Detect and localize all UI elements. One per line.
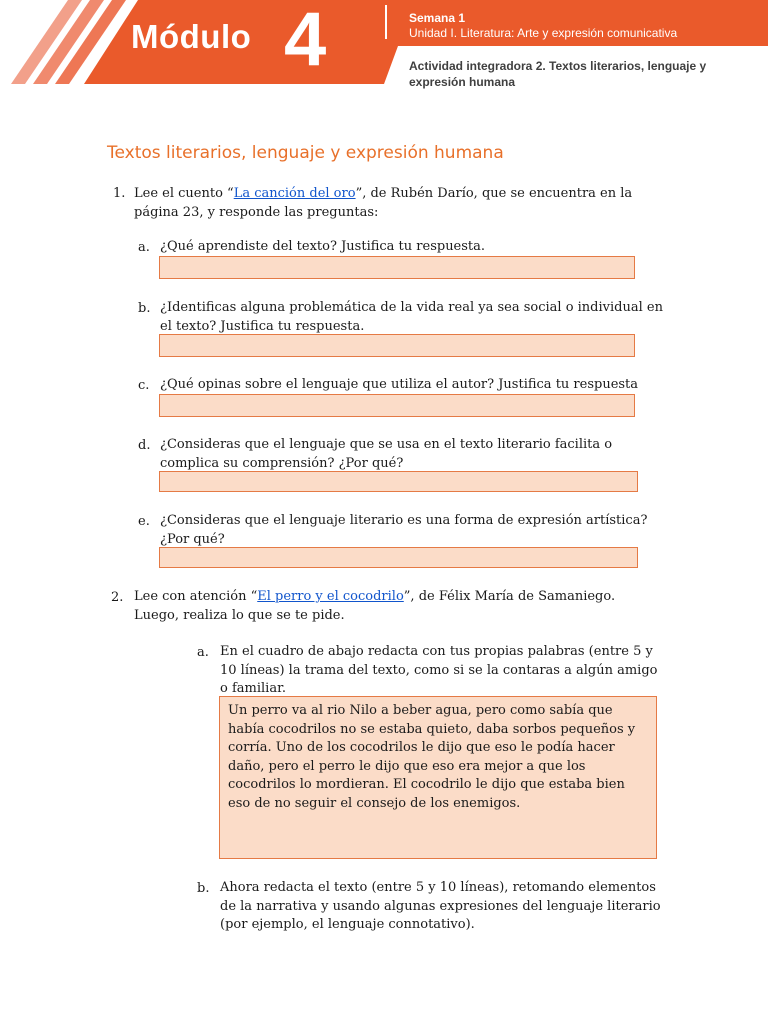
q1e-letter: e. — [138, 514, 150, 529]
q1d-letter: d. — [138, 438, 151, 453]
activity-title: Actividad integradora 2. Textos literarios, lenguaje y expresión humana — [409, 59, 707, 89]
q1c-answer-field[interactable] — [159, 394, 635, 417]
q1c-letter: c. — [138, 378, 150, 393]
page-title: Textos literarios, lenguaje y expresión humana — [107, 143, 504, 163]
q1c-question: ¿Qué opinas sobre el lenguaje que utiliza el autor? Justifica tu respuesta — [160, 377, 639, 392]
header-divider — [385, 5, 387, 39]
q2-number: 2. — [111, 590, 124, 605]
week-label: Semana 1 — [409, 11, 466, 25]
q1b-question: ¿Identificas alguna problemática de la vida real ya sea social o individual en el texto? Justifica tu respuesta. — [160, 300, 663, 334]
q1d-answer-field[interactable] — [159, 471, 638, 492]
q1-number: 1. — [113, 186, 126, 201]
q2a-answer-box[interactable]: Un perro va al rio Nilo a beber agua, pero como sabía que había cocodrilos no se estaba quieto, daba sorbos pequeños y corría. Uno de los cocodrilos le dijo que eso le podía hacer daño, pero el perro le dijo que eso era mejor a que los cocodrilos lo mordieran. El cocodrilo le dijo que estaba bien eso de no seguir el consejo de los enemigos. — [219, 696, 657, 859]
q1d-question: ¿Consideras que el lenguaje que se usa en el texto literario facilita o complica su comprensión? ¿Por qué? — [160, 437, 613, 471]
unit-label: Unidad I. Literatura: Arte y expresión comunicativa — [409, 26, 678, 40]
q1a-letter: a. — [138, 240, 150, 255]
q1b-answer-field[interactable] — [159, 334, 635, 357]
q2a-letter: a. — [197, 645, 209, 660]
header-banner — [0, 0, 768, 100]
module-word: Módulo — [131, 18, 252, 55]
q1-story-link[interactable]: La canción del oro — [233, 186, 356, 201]
q2a-question: En el cuadro de abajo redacta con tus propias palabras (entre 5 y 10 líneas) la trama del texto, como si se la contaras a algún amigo o familiar. — [220, 644, 658, 696]
module-number: 4 — [284, 0, 327, 82]
q1e-question: ¿Consideras que el lenguaje literario es una forma de expresión artística? ¿Por qué? — [160, 513, 648, 547]
q2b-question: Ahora redacta el texto (entre 5 y 10 líneas), retomando elementos de la narrativa y usando algunas expresiones del lenguaje literario (por ejemplo, el lenguaje connotativo). — [220, 880, 661, 932]
q1a-question: ¿Qué aprendiste del texto? Justifica tu respuesta. — [160, 239, 486, 254]
q2-prompt: Lee con atención “El perro y el cocodrilo”, de Félix María de Samaniego. Luego, realiza lo que se te pide. — [134, 589, 616, 623]
q2b-letter: b. — [197, 881, 210, 896]
q1-prompt: Lee el cuento “La canción del oro”, de Rubén Darío, que se encuentra en la página 23, y responde las preguntas: — [134, 186, 633, 220]
q1e-answer-field[interactable] — [159, 547, 638, 568]
q1b-letter: b. — [138, 301, 151, 316]
q2-story-link[interactable]: El perro y el cocodrilo — [257, 589, 404, 604]
q1a-answer-field[interactable] — [159, 256, 635, 279]
